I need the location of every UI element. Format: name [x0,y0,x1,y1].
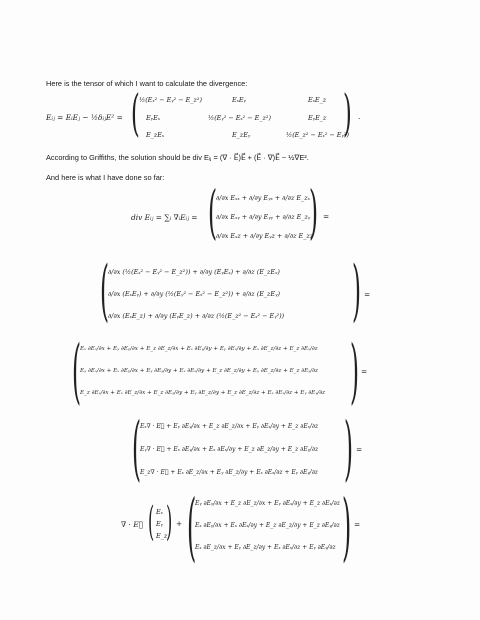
tensor-left-paren: ( [131,84,140,142]
step4-row-1: Eₓ∇ · E⃗ + Eᵧ ∂Eᵧ/∂x + E_z ∂E_z/∂x + Eᵧ ∂Eₓ/∂y + E_z ∂Eₓ/∂z [140,423,319,430]
tensor-cell-32: E_zEᵧ [232,131,251,139]
tensor-cell-22: ½(Eᵧ² − Eₓ² − E_z²) [208,114,271,122]
step3-row-3: E_z ∂Eₓ/∂x + Eₓ ∂E_z/∂x + E_z ∂Eᵧ/∂y + Eᵧ ∂E_z/∂y + E_z ∂E_z/∂z + Eₓ ∂Eₓ/∂z + Eᵧ ∂Eᵧ/∂z [80,390,326,396]
step4-right-paren: ) [344,407,354,489]
step1-right-paren: ) [309,178,319,246]
tensor-cell-13: EₓE_z [308,96,327,104]
intro-text: Here is the tensor of which I want to calculate the divergence: [46,79,248,88]
tensor-cell-31: E_zEₓ [146,131,165,139]
step4-row-3: E_z∇ · E⃗ + Eₓ ∂E_z/∂x + Eᵧ ∂E_z/∂y + Eₓ ∂Eₓ/∂z + Eᵧ ∂Eᵧ/∂z [140,469,318,476]
step5-left-paren: ( [187,484,197,570]
tensor-lhs: Eᵢⱼ = EᵢEⱼ − ½δᵢⱼE² = [46,113,123,122]
step5-vec-x: Eₓ [156,508,163,516]
step1-equals: = [323,212,330,221]
step4-row-2: Eᵧ∇ · E⃗ + Eₓ ∂Eᵧ/∂x + Eₓ ∂Eₓ/∂y + E_z ∂E_z/∂y + E_z ∂Eᵧ/∂z [140,446,319,453]
step2-row-2: ∂/∂x (EₓEᵧ) + ∂/∂y (½(Eᵧ² − Eₓ² − E_z²)) + ∂/∂z (E_zEᵧ) [108,290,280,298]
step1-row-1: ∂/∂x Eₓₓ + ∂/∂y Eᵧₓ + ∂/∂z E_zₓ [216,194,310,202]
div-lhs: div Eᵢⱼ = ∑ᵢ ∇ᵢEᵢⱼ = [131,213,198,222]
step4-left-paren: ( [132,407,142,489]
step5-vec-z: E_z [156,532,168,540]
step1-row-2: ∂/∂x Eₓᵧ + ∂/∂y Eᵧᵧ + ∂/∂z E_zᵧ [216,213,311,221]
tensor-cell-33: ½(E_z² − Eₓ² − Eᵧ²) [286,131,349,139]
step3-right-paren: ) [350,330,360,412]
step3-row-1: Eₓ ∂Eₓ/∂x + Eᵧ ∂Eᵧ/∂x + E_z ∂E_z/∂x + Eₓ ∂Eᵧ/∂y + Eᵧ ∂Eₓ/∂y + Eₓ ∂E_z/∂z + E_z ∂Eₓ/∂z [80,346,318,352]
step5-vec-right-paren: ) [166,499,173,545]
step5-vec-left-paren: ( [148,499,155,545]
tensor-period: . [358,112,361,121]
tensor-cell-11: ½(Eₓ² − Eᵧ² − E_z²) [139,96,202,104]
step5-plus: + [176,519,183,528]
step5-row-3: Eₓ ∂E_z/∂x + Eᵧ ∂E_z/∂y + Eₓ ∂Eₓ/∂z + Eᵧ ∂Eᵧ/∂z [195,544,336,551]
step3-left-paren: ( [72,330,82,412]
done-so-far-text: And here is what I have done so far: [46,173,165,182]
step1-row-3: ∂/∂x Eₓz + ∂/∂y Eᵧz + ∂/∂z E_zz [216,232,314,240]
tensor-right-paren: ) [343,84,352,142]
griffiths-text: According to Griffiths, the solution should be div Eᵢⱼ = (∇ · E⃗)E⃗ + (E⃗ · ∇)E⃗ − ½∇E². [46,153,309,162]
step2-row-1: ∂/∂x (½(Eₓ² − Eᵧ² − E_z²)) + ∂/∂y (EᵧEₓ) + ∂/∂z (E_zEₓ) [108,268,280,276]
step5-vec-y: Eᵧ [156,520,164,528]
step3-row-2: Eᵧ ∂Eₓ/∂x + Eₓ ∂Eᵧ/∂x + Eᵧ ∂Eᵧ/∂y + Eₓ ∂Eₓ/∂y + E_z ∂E_z/∂y + Eᵧ ∂E_z/∂z + E_z ∂Eᵧ/∂z [80,368,318,374]
step3-equals: = [361,367,368,376]
step5-row-1: Eᵧ ∂Eᵧ/∂x + E_z ∂E_z/∂x + Eᵧ ∂Eₓ/∂y + E_z ∂Eₓ/∂z [195,500,340,507]
tensor-cell-23: EᵧE_z [308,114,327,122]
step2-equals: = [364,290,371,299]
tensor-cell-21: EᵧEₓ [146,114,161,122]
step2-row-3: ∂/∂x (EₓE_z) + ∂/∂y (EᵧE_z) + ∂/∂z (½(E_z² − Eₓ² − Eᵧ²)) [108,312,285,320]
step2-left-paren: ( [100,252,110,329]
step5-equals: = [354,520,361,529]
step2-right-paren: ) [352,252,362,329]
step4-equals: = [356,445,363,454]
step1-left-paren: ( [208,178,218,246]
step5-lhs: ∇ · E⃗ [121,520,144,529]
step5-row-2: Eₓ ∂Eᵧ/∂x + Eₓ ∂Eₓ/∂y + E_z ∂E_z/∂y + E_z ∂Eᵧ/∂z [195,522,340,529]
step5-right-paren: ) [342,484,352,570]
tensor-cell-12: EₓEᵧ [232,96,247,104]
